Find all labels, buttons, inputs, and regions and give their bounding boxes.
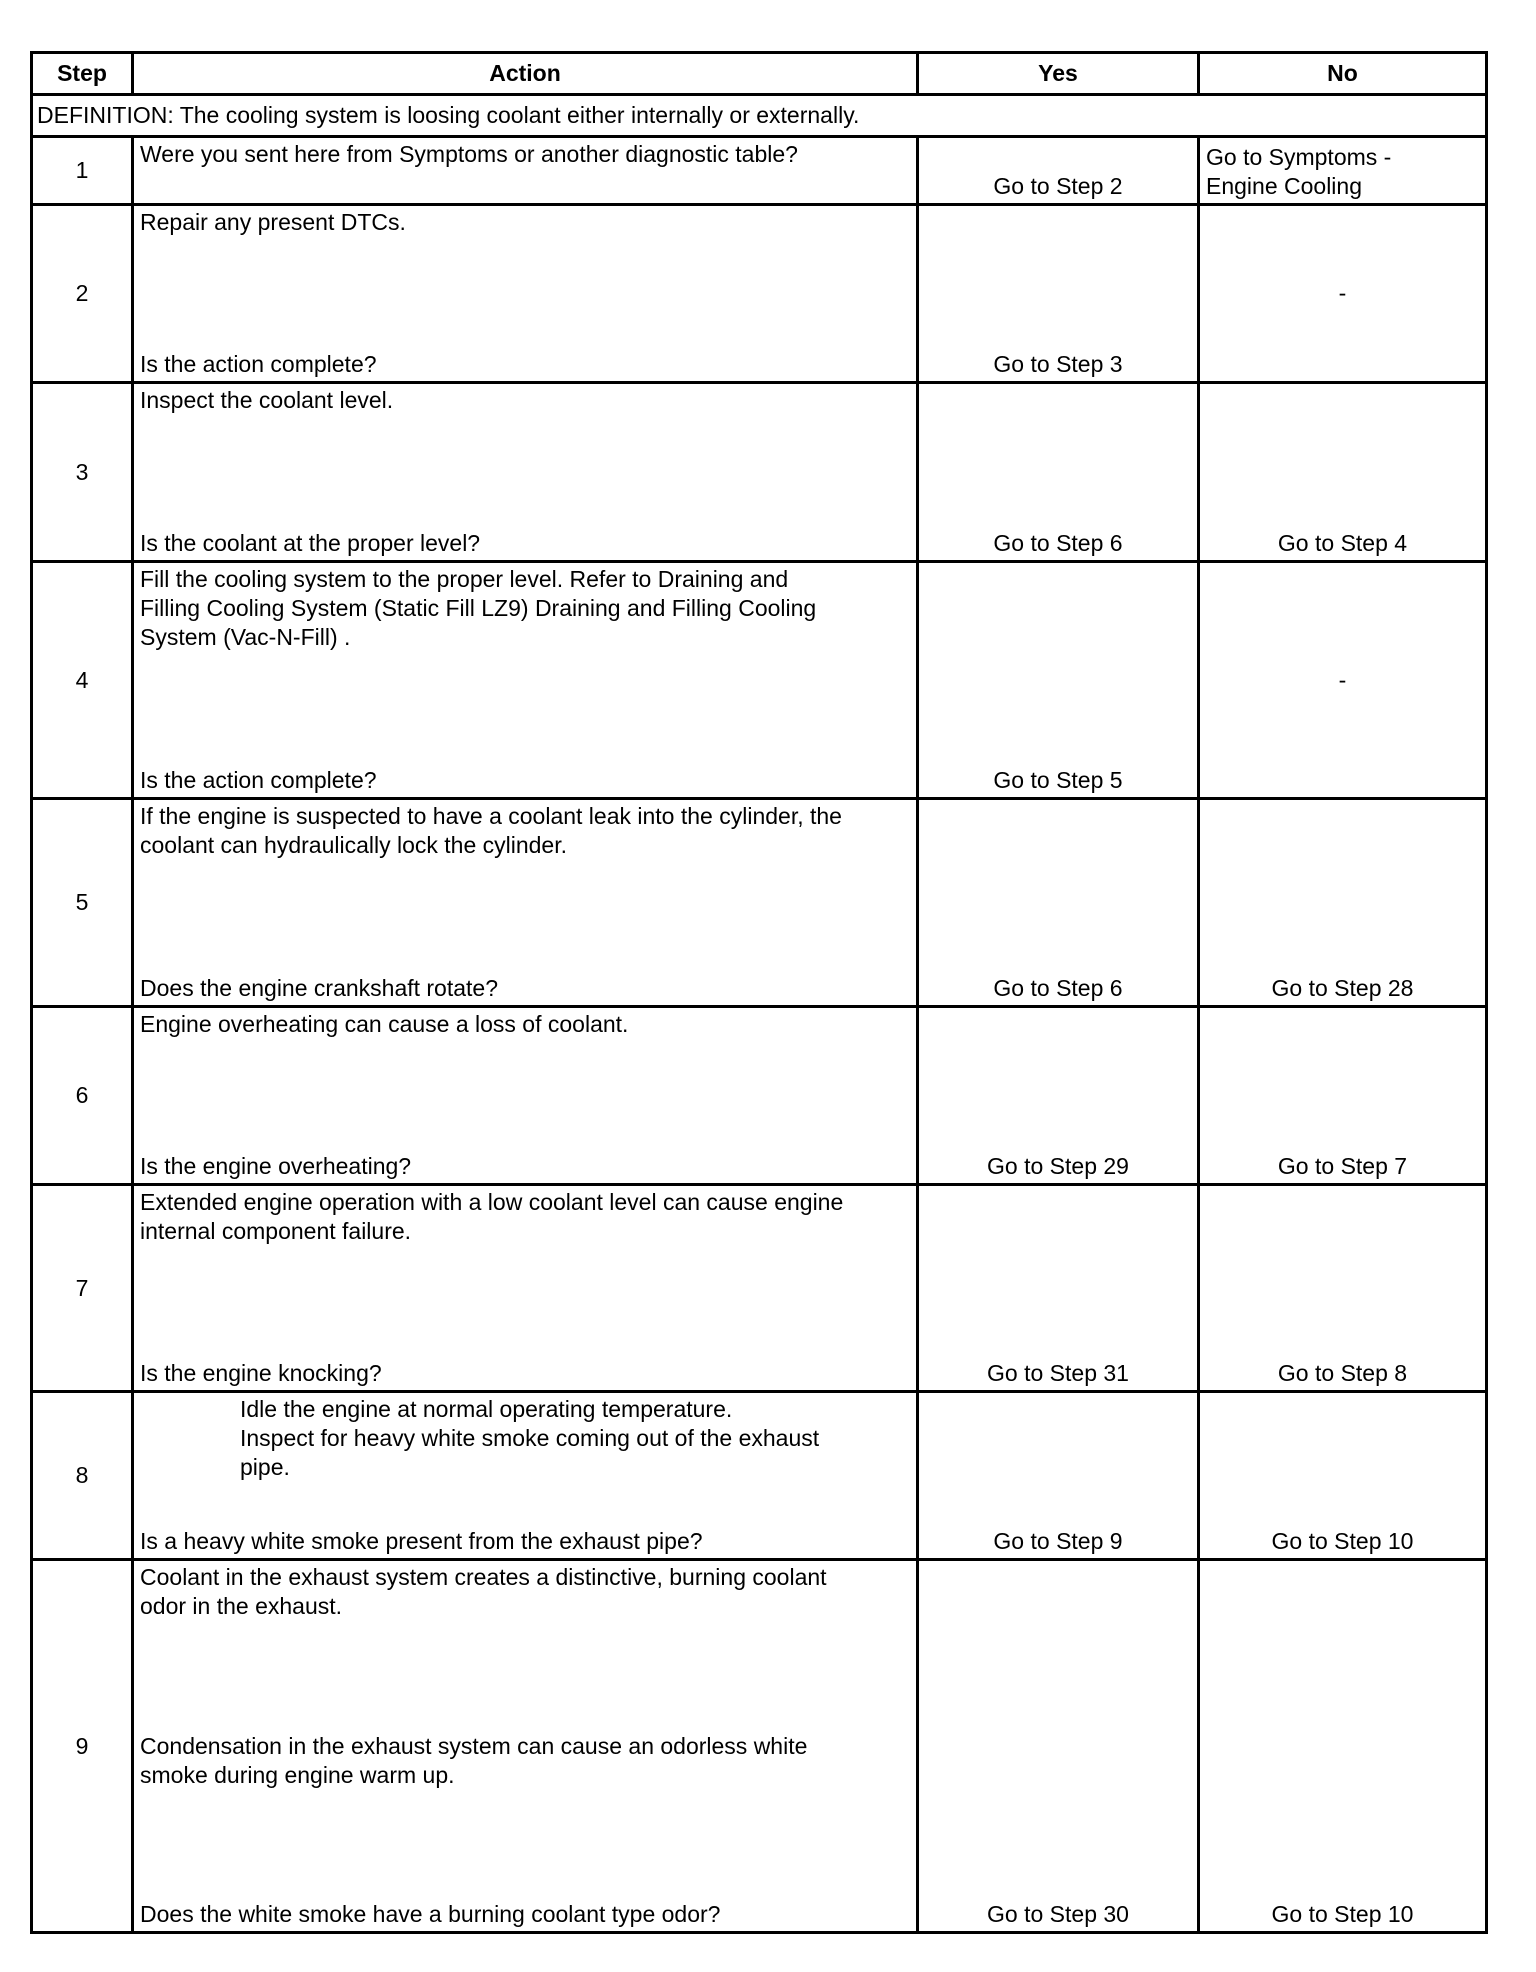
step-number: 9 bbox=[32, 1560, 133, 1933]
yes-link: Go to Step 6 bbox=[918, 383, 1199, 562]
action-cell bbox=[133, 1007, 918, 1185]
action-cell bbox=[133, 799, 918, 1007]
no-link: Go to Step 7 bbox=[1199, 1007, 1487, 1185]
action-question: Is the coolant at the proper level? bbox=[140, 530, 481, 556]
no-link: Go to Step 28 bbox=[1199, 799, 1487, 1007]
yes-link: Go to Step 9 bbox=[918, 1392, 1199, 1560]
step-number: 3 bbox=[32, 383, 133, 562]
header-no: No bbox=[1199, 53, 1487, 95]
step-number: 6 bbox=[32, 1007, 133, 1185]
no-link: Go to Step 8 bbox=[1199, 1185, 1487, 1392]
no-link: Go to Step 10 bbox=[1199, 1392, 1487, 1560]
action-question: Does the white smoke have a burning coolant type odor? bbox=[140, 1901, 721, 1927]
action-text: Engine overheating can cause a loss of coolant. bbox=[140, 1011, 629, 1037]
yes-link: Go to Step 2 bbox=[918, 137, 1199, 205]
action-text: Repair any present DTCs. bbox=[140, 209, 406, 235]
step-number: 8 bbox=[32, 1392, 133, 1560]
step-number: 1 bbox=[32, 137, 133, 205]
action-question: Is the action complete? bbox=[140, 351, 377, 377]
definition-row bbox=[32, 95, 1487, 137]
yes-link: Go to Step 6 bbox=[918, 799, 1199, 1007]
action-text: Inspect the coolant level. bbox=[140, 387, 394, 413]
no-link: - bbox=[1199, 562, 1487, 799]
table-row bbox=[32, 1392, 1487, 1560]
definition-text: DEFINITION: The cooling system is loosing coolant either internally or externally. bbox=[32, 95, 1487, 137]
action-text: Were you sent here from Symptoms or another diagnostic table? bbox=[140, 141, 798, 167]
header-yes: Yes bbox=[918, 53, 1199, 95]
table-row bbox=[32, 1185, 1487, 1392]
action-cell bbox=[133, 205, 918, 383]
action-text: Fill the cooling system to the proper level. Refer to Draining and Filling Cooling System (Static Fill LZ9) Draining and Filling Cooling System (Vac-N-Fill) . bbox=[140, 566, 817, 650]
no-link: Go to Step 4 bbox=[1199, 383, 1487, 562]
action-cell bbox=[133, 137, 918, 205]
table-row bbox=[32, 137, 1487, 205]
yes-link: Go to Step 29 bbox=[918, 1007, 1199, 1185]
action-text: Extended engine operation with a low coolant level can cause engine internal component failure. bbox=[140, 1189, 844, 1244]
action-text: Condensation in the exhaust system can cause an odorless white smoke during engine warm up. bbox=[140, 1732, 808, 1788]
no-link: Go to Step 10 bbox=[1199, 1560, 1487, 1933]
table-row bbox=[32, 799, 1487, 1007]
action-question: Is a heavy white smoke present from the exhaust pipe? bbox=[140, 1528, 703, 1554]
table-row bbox=[32, 1560, 1487, 1933]
header-action: Action bbox=[133, 53, 918, 95]
header-step: Step bbox=[32, 53, 133, 95]
step-number: 2 bbox=[32, 205, 133, 383]
step-number: 5 bbox=[32, 799, 133, 1007]
action-question: Is the engine overheating? bbox=[140, 1153, 412, 1179]
yes-link: Go to Step 5 bbox=[918, 562, 1199, 799]
action-cell bbox=[133, 383, 918, 562]
action-question: Does the engine crankshaft rotate? bbox=[140, 975, 499, 1001]
header-row bbox=[32, 53, 1487, 95]
action-text: If the engine is suspected to have a coolant leak into the cylinder, the coolant can hydraulically lock the cylinder. bbox=[140, 803, 842, 858]
table-row bbox=[32, 383, 1487, 562]
yes-link: Go to Step 3 bbox=[918, 205, 1199, 383]
action-cell bbox=[133, 1185, 918, 1392]
action-question: Is the action complete? bbox=[140, 767, 377, 793]
action-cell bbox=[133, 1560, 918, 1933]
action-cell bbox=[133, 562, 918, 799]
yes-link: Go to Step 30 bbox=[918, 1560, 1199, 1933]
action-text: Coolant in the exhaust system creates a distinctive, burning coolant odor in the exhaust. bbox=[140, 1564, 827, 1619]
step-number: 4 bbox=[32, 562, 133, 799]
action-text: Idle the engine at normal operating temperature. Inspect for heavy white smoke coming out of the exhaust pipe. bbox=[240, 1396, 820, 1480]
table-row bbox=[32, 1007, 1487, 1185]
table-row bbox=[32, 562, 1487, 799]
yes-link: Go to Step 31 bbox=[918, 1185, 1199, 1392]
no-link: - bbox=[1199, 205, 1487, 383]
table-row bbox=[32, 205, 1487, 383]
no-link: Go to Symptoms - Engine Cooling bbox=[1199, 137, 1487, 205]
step-number: 7 bbox=[32, 1185, 133, 1392]
diagnostic-table bbox=[30, 51, 1488, 1934]
action-cell bbox=[133, 1392, 918, 1560]
action-question: Is the engine knocking? bbox=[140, 1360, 382, 1386]
